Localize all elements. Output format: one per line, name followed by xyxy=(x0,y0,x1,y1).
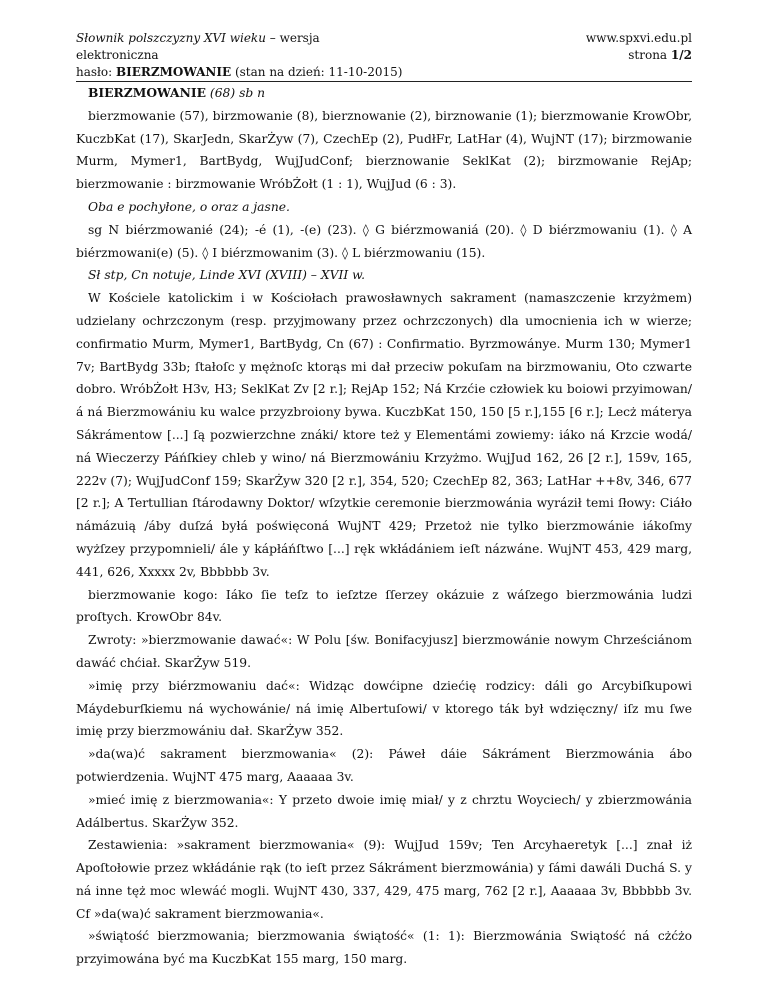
phrase-dawac: Zwroty: »bierzmowanie dawać«: W Polu [św. Bonifacyjusz] bierzmowánie nowym Chrześciánom dawáć chćiał. SkarŻyw 519. xyxy=(76,633,692,670)
entry-title xyxy=(88,82,692,105)
state-date: (stan na dzień: 11-10-2015) xyxy=(231,65,403,79)
entry-prefix: hasło: xyxy=(76,65,117,79)
phrase-dawac-sakrament: »da(wa)ć sakrament bierzmowania« (2): Páweł dáie Sákráment Bierzmowánia ábo potwierdzenia. WujNT 475 marg, Aaaaaa 3v. xyxy=(76,747,692,784)
dictionary-entry xyxy=(76,82,692,971)
occurrence-count: (68) xyxy=(209,86,236,100)
page-number: 1/2 xyxy=(670,48,692,62)
dictionary-title: Słownik polszczyzny XVI wieku xyxy=(76,31,266,45)
collocation-swiatosc: »świątość bierzmowania; bierzmowania świątość« (1: 1): Bierzmowánia Swiątość ná cżćżo przyimowána być ma KuczbKat 155 marg, 150 marg. xyxy=(76,929,692,967)
phrase-miec-imie: »mieć imię z bierzmowania«: Y przeto dwoie imię miał/ y z chrztu Woyciech/ y zbierzmowánia Adálbertus. SkarŻyw 352. xyxy=(76,792,692,830)
header-left xyxy=(76,30,406,81)
collocations: Zestawienia: »sakrament bierzmowania« (9): WujJud 159v; Ten Arcyhaeretyk [...] znał iż Apoſtołowie przez wkłádánie rąk (to ieſt przez Sákráment bierzmowánia) y ſámi dawáli Duchá S. y ná inne tęż moc wlewáć mogli. WujNT 430, 337, 429, 475 marg, 762 [2 r.], Aaaaaa 3v, Bbbbbb 3v. Cf »da(wa)ć sakrament bierzmowania«. xyxy=(76,838,692,921)
header-headword: BIERZMOWANIE xyxy=(116,65,232,79)
phrase-imie-dac: »imię przy biérzmowaniu dać«: Widząc dowćipne dziećię rodzicy: dáli go Arcybiſkupowi Máydeburſkiemu ná wychowánie/ ná imię Albertuſowi/ v ktorego ták był wdzięczny/ iſz mu ſwe imię przy bierzmowániu dał. SkarŻyw 352. xyxy=(76,678,692,739)
header-right xyxy=(586,30,692,64)
edition-label: – wersja elektroniczna xyxy=(76,31,320,62)
page-prefix: strona xyxy=(628,48,671,62)
inflection-forms: sg N biérzmowanié (24); -é (1), -(e) (23). ◊ G biérzmowaniá (20). ◊ D biérzmowaniu (1). ◊ A biérzmowani(e) (5). ◊ I biérzmowanim (3). ◊ L biérzmowaniu (15). xyxy=(76,222,692,260)
usage-example: bierzmowanie kogo: Iáko ſie teſz to ieſztze ſſerzey okázuie z wáſzego bierzmowánia ludzi proſtych. KrowObr 84v. xyxy=(76,587,692,625)
website-link[interactable]: www.spxvi.edu.pl xyxy=(585,31,692,45)
definition-paragraph: W Kościele katolickim i w Kościołach prawosławnych sakrament (namaszczenie krzyżmem) udzielany ochrzczonym (resp. przyjmowany przez ochrzczonych) dla umocnienia ich w wierze; confirmatio Murm, Mymer1, BartBydg, Cn (67) : Confirmatio. Byrzmowánye. Murm 130; Mymer1 7v; BartBydg 33b; ſtałoſc y mężnoſc ktorąs mi dał przeciw pokuſam na birzmowaniu, Oto czwarte dobro. WróbŻołt H3v, H3; SeklKat Zv [2 r.]; RejAp 152; Ná Krzćie człowiek ku boiowi przyimowan/ á ná Bierzmowániu ku walce przyzbroiony bywa. KuczbKat 150, 150 [5 r.],155 [6 r.]; Lecż máterya Sákrámentow [...] ſą pozwierzchne znáki/ ktore też y Elementámi zowiemy: iáko ná Krzcie wodá/ ná Wieczerzy Páńſkiey chleb y wino/ ná Bierzmowániu Krzyżmo. WujJud 162, 26 [2 r.], 159v, 165, 222v (7); WujJudConf 159; SkarŻyw 320 [2 r.], 354, 520; CzechEp 82, 363; LatHar ++8v, 346, 677 [2 r.]; A Tertullian ſtárodawny Doktor/ wſzytkie ceremonie bierzmowánia wyráził temi ſłowy: Ciáło námázuią /áby duſzá byłá poświęconá WujNT 429; Przetoż nie tylko bierzmowánie iákoſmy wyżſzey przypomnieli/ ále y kápłáńſtwo [...] ręk wkłádániem ieſt názwáne. WujNT 453, 429 marg, 441, 626, Xxxxx 2v, Bbbbbb 3v. xyxy=(76,291,692,579)
dictionary-references: Sł stp, Cn notuje, Linde XVI (XVIII) – XVII w. xyxy=(88,268,366,283)
pronunciation-note: Oba e pochyłone, o oraz a jasne. xyxy=(88,199,290,214)
variant-forms: bierzmowanie (57), birzmowanie (8), bierznowanie (2), birznowanie (1); bierzmowanie KrowObr, KuczbKat (17), SkarJedn, SkarŻyw (7), CzechEp (2), PudłFr, LatHar (4), WujNT (17); birzmowanie Murm, Mymer1, BartBydg, WujJudConf; bierznowanie SeklKat (2); birzmowanie RejAp; bierzmowanie : birzmowanie WróbŻołt (1 : 1), WujJud (6 : 3). xyxy=(76,108,692,192)
part-of-speech: sb n xyxy=(239,86,266,100)
headword: BIERZMOWANIE xyxy=(88,85,206,100)
